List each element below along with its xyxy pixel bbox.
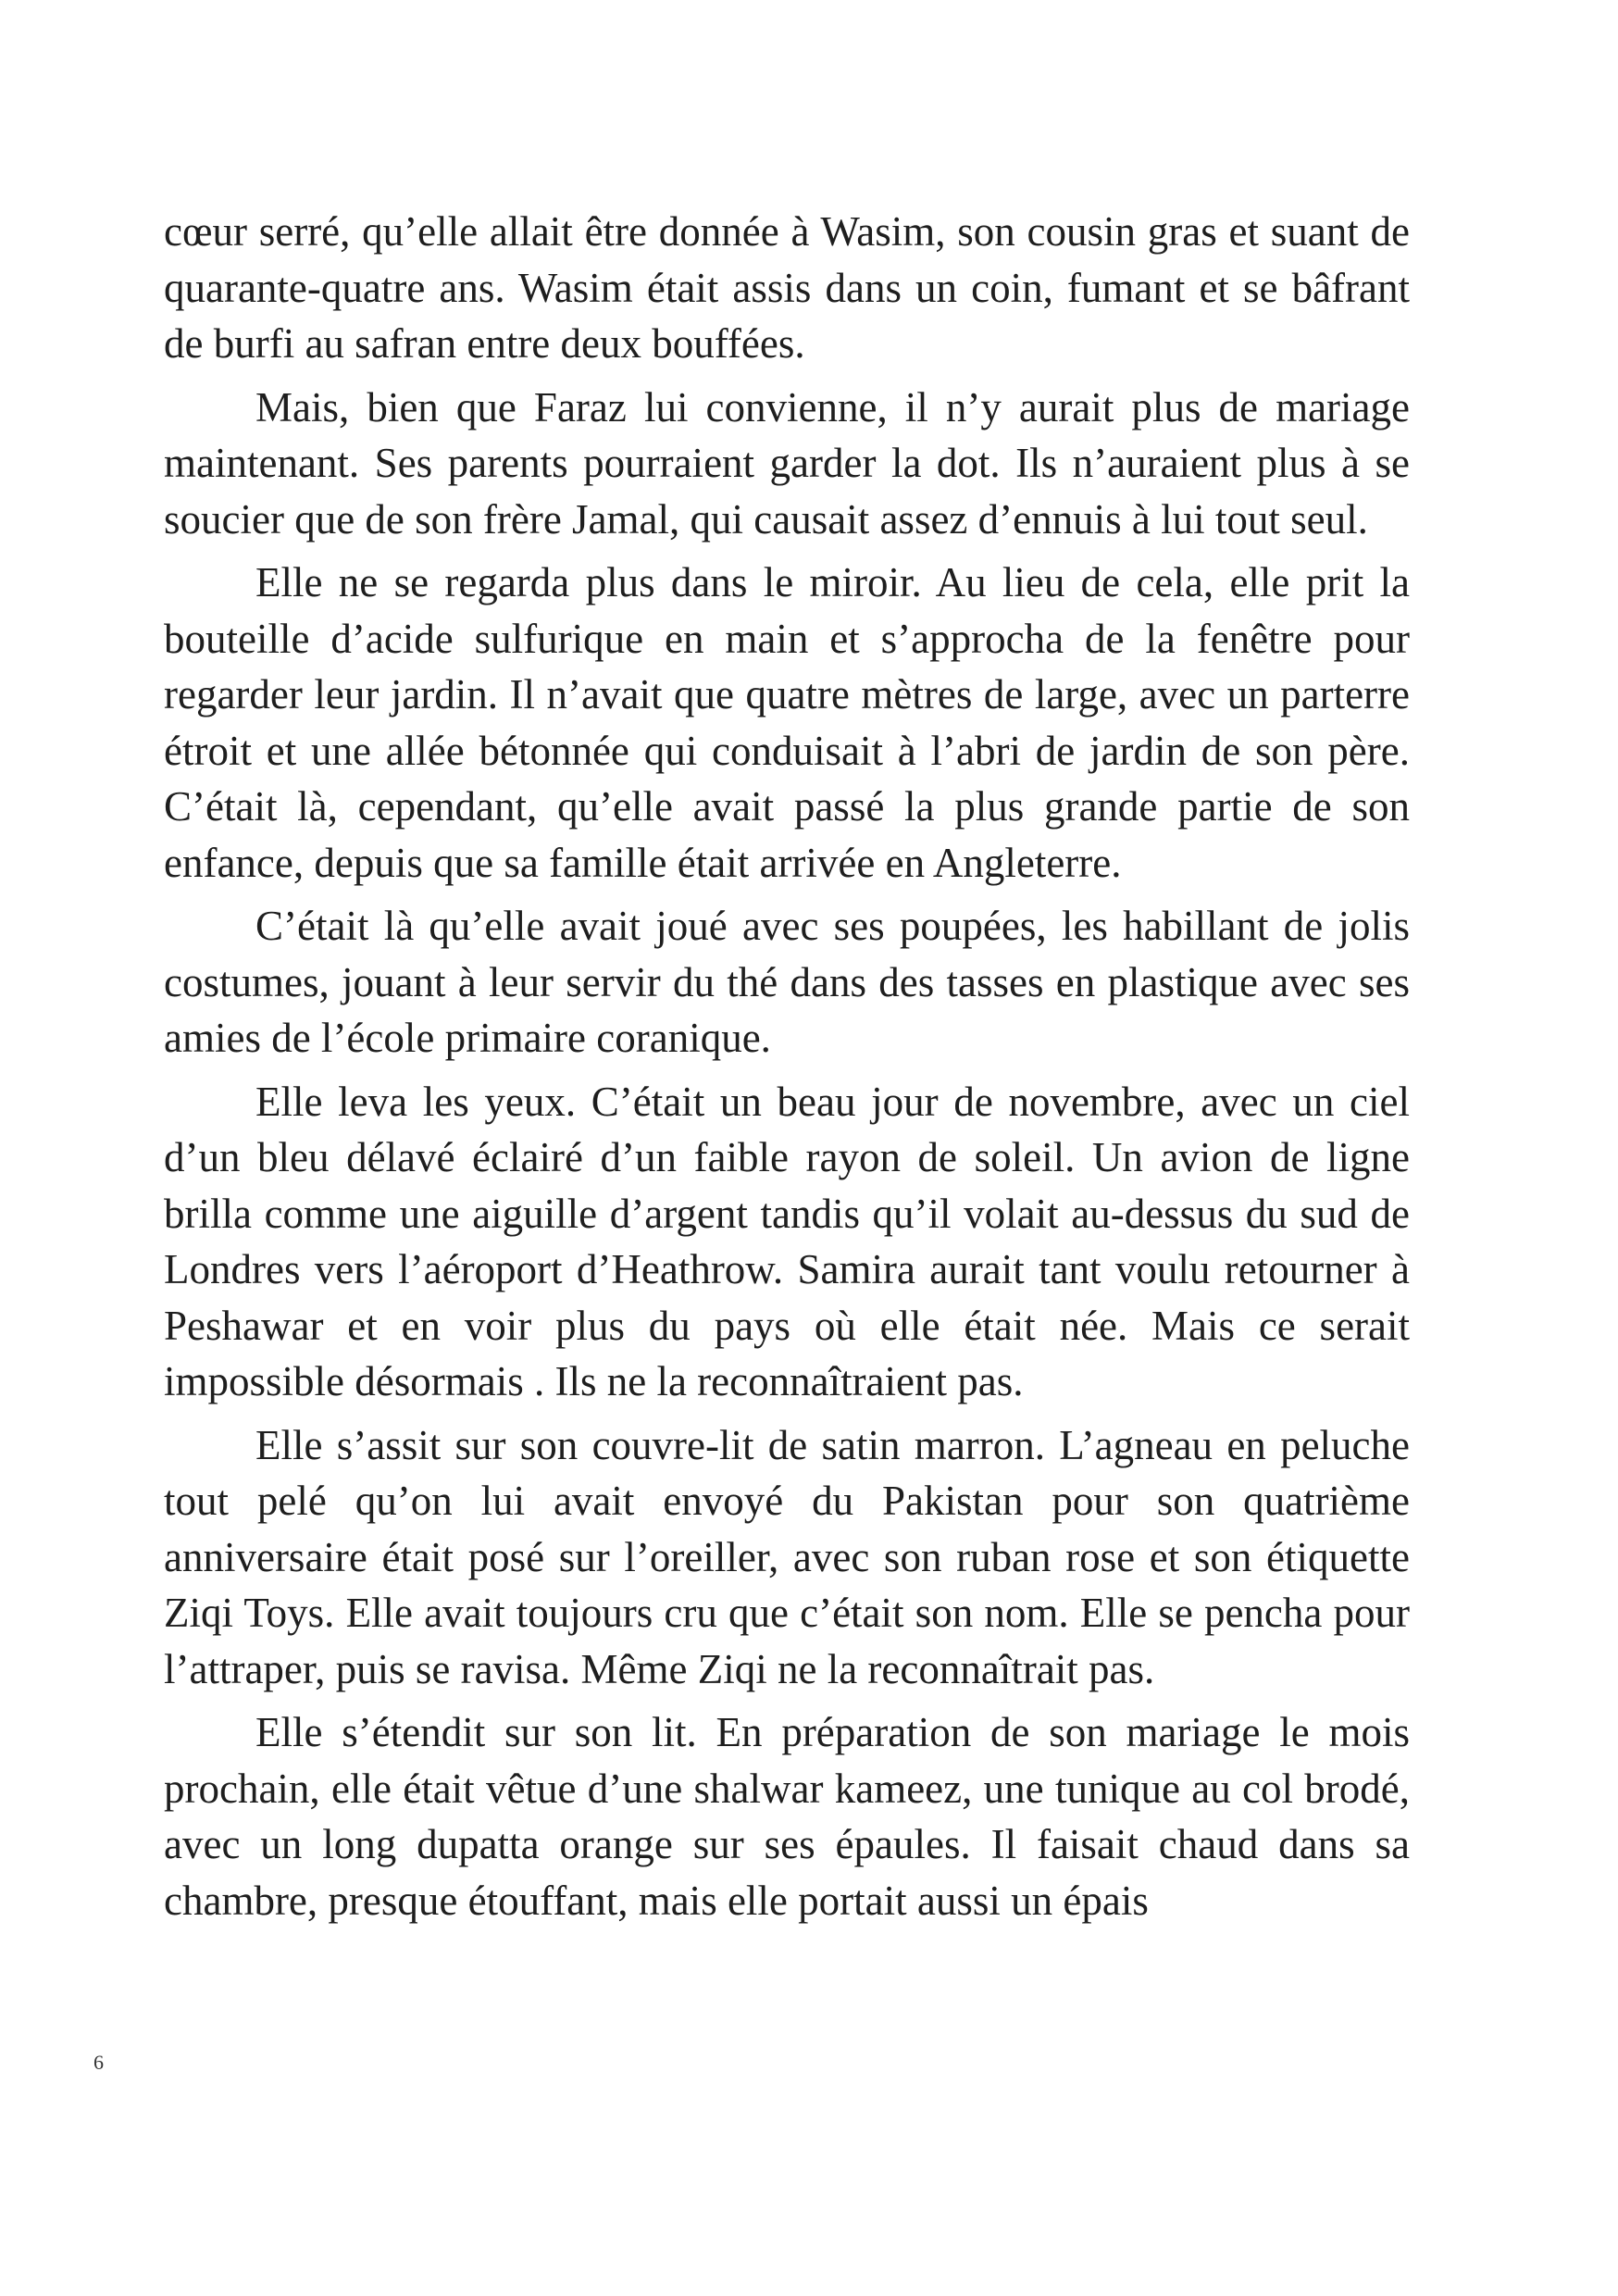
body-text: [164, 204, 1410, 1936]
paragraph-2: Mais, bien que Faraz lui convienne, il n’y aurait plus de mariage maintenant. Ses parents pourraient garder la dot. Ils n’auraient plus à se soucier que de son frère Jamal, qui causait assez d’ennuis à lui tout seul.: [164, 383, 1410, 543]
paragraph-6: Elle s’assit sur son couvre-lit de satin marron. L’agneau en peluche tout pelé qu’on lui avait envoyé du Pakistan pour son quatrième anniversaire était posé sur l’oreiller, avec son ruban rose et son étiquette Ziqi Toys. Elle avait toujours cru que c’était son nom. Elle se pencha pour l’attraper, puis se ravisa. Même Ziqi ne la reconnaîtrait pas.: [164, 1421, 1410, 1692]
paragraph-1: cœur serré, qu’elle allait être donnée à Wasim, son cousin gras et suant de quarante-quatre ans. Wasim était assis dans un coin, fumant et se bâfrant de burfi au safran entre deux bouffées.: [164, 208, 1410, 367]
paragraph-4: C’était là qu’elle avait joué avec ses poupées, les habillant de jolis costumes, jouant à leur servir du thé dans des tasses en plastique avec ses amies de l’école primaire coranique.: [164, 903, 1410, 1061]
page-number: 6: [93, 2051, 104, 2074]
paragraph-3: Elle ne se regarda plus dans le miroir. Au lieu de cela, elle prit la bouteille d’acide sulfurique en main et s’approcha de la fenêtre pour regarder leur jardin. Il n’avait que quatre mètres de large, avec un parterre étroit et une allée bétonnée qui conduisait à l’abri de jardin de son père. C’était là, cependant, qu’elle avait passé la plus grande partie de son enfance, depuis que sa famille était arrivée en Angleterre.: [164, 559, 1410, 886]
paragraph-5: Elle leva les yeux. C’était un beau jour de novembre, avec un ciel d’un bleu délavé éclairé d’un faible rayon de soleil. Un avion de ligne brilla comme une aiguille d’argent tandis qu’il volait au-dessus du sud de Londres vers l’aéroport d’Heathrow. Samira aurait tant voulu retourner à Peshawar et en voir plus du pays où elle était née. Mais ce serait impossible désormais . Ils ne la reconnaîtraient pas.: [164, 1078, 1410, 1404]
paragraph-7: Elle s’étendit sur son lit. En préparation de son mariage le mois prochain, elle était vêtue d’une shalwar kameez, une tunique au col brodé, avec un long dupatta orange sur ses épaules. Il faisait chaud dans sa chambre, presque étouffant, mais elle portait aussi un épais: [164, 1709, 1410, 1924]
